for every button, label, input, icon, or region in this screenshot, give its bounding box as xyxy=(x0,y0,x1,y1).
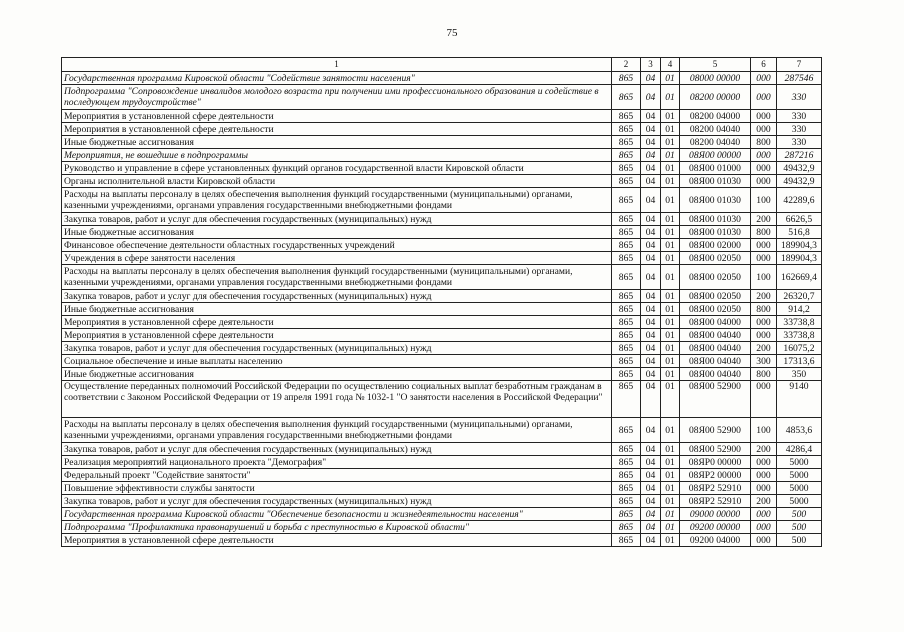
section-cell: 04 xyxy=(641,72,661,85)
table-row xyxy=(62,316,822,329)
section-cell: 04 xyxy=(641,495,661,508)
amount-cell: 189904,3 xyxy=(777,239,822,252)
chapter-code-cell: 865 xyxy=(612,290,641,303)
name-cell: Расходы на выплаты персоналу в целях обеспечения выполнения функций государственными (муниципальными) органами, казенными учреждениями, органами управления государственными внебюджетными фондами xyxy=(62,188,612,213)
subsection-cell: 01 xyxy=(661,213,680,226)
table-row xyxy=(62,188,822,213)
expense-type-cell: 000 xyxy=(751,123,777,136)
subsection-cell: 01 xyxy=(661,149,680,162)
amount-cell: 189904,3 xyxy=(777,252,822,265)
subsection-cell: 01 xyxy=(661,521,680,534)
amount-cell: 350 xyxy=(777,368,822,381)
section-cell: 04 xyxy=(641,226,661,239)
table-row xyxy=(62,495,822,508)
amount-cell: 26320,7 xyxy=(777,290,822,303)
table-row xyxy=(62,303,822,316)
table-row xyxy=(62,175,822,188)
name-cell: Иные бюджетные ассигнования xyxy=(62,303,612,316)
expense-type-cell: 000 xyxy=(751,85,777,110)
amount-cell: 516,8 xyxy=(777,226,822,239)
table-row xyxy=(62,123,822,136)
section-cell: 04 xyxy=(641,188,661,213)
subsection-cell: 01 xyxy=(661,226,680,239)
chapter-code-cell: 865 xyxy=(612,521,641,534)
target-article-cell: 08Я00 04040 xyxy=(680,342,751,355)
target-article-cell: 08000 00000 xyxy=(680,72,751,85)
section-cell: 04 xyxy=(641,482,661,495)
budget-table xyxy=(61,57,822,547)
header-cell: 5 xyxy=(680,58,751,72)
expense-type-cell: 800 xyxy=(751,136,777,149)
chapter-code-cell: 865 xyxy=(612,495,641,508)
name-cell: Реализация мероприятий национального проекта "Демография" xyxy=(62,456,612,469)
name-cell: Закупка товаров, работ и услуг для обеспечения государственных (муниципальных) нужд xyxy=(62,290,612,303)
target-article-cell: 08200 04040 xyxy=(680,136,751,149)
amount-cell: 330 xyxy=(777,136,822,149)
chapter-code-cell: 865 xyxy=(612,355,641,368)
subsection-cell: 01 xyxy=(661,303,680,316)
target-article-cell: 08Я00 52900 xyxy=(680,443,751,456)
chapter-code-cell: 865 xyxy=(612,342,641,355)
amount-cell: 5000 xyxy=(777,482,822,495)
subsection-cell: 01 xyxy=(661,418,680,443)
expense-type-cell: 000 xyxy=(751,521,777,534)
table-row xyxy=(62,456,822,469)
expense-type-cell: 000 xyxy=(751,381,777,418)
name-cell: Расходы на выплаты персоналу в целях обеспечения выполнения функций государственными (муниципальными) органами, казенными учреждениями, органами управления государственными внебюджетными фондами xyxy=(62,418,612,443)
subsection-cell: 01 xyxy=(661,456,680,469)
amount-cell: 4286,4 xyxy=(777,443,822,456)
table-row xyxy=(62,355,822,368)
table-row xyxy=(62,443,822,456)
table-row xyxy=(62,162,822,175)
subsection-cell: 01 xyxy=(661,443,680,456)
amount-cell: 162669,4 xyxy=(777,265,822,290)
subsection-cell: 01 xyxy=(661,290,680,303)
amount-cell: 49432,9 xyxy=(777,162,822,175)
name-cell: Повышение эффективности службы занятости xyxy=(62,482,612,495)
section-cell: 04 xyxy=(641,443,661,456)
section-cell: 04 xyxy=(641,110,661,123)
chapter-code-cell: 865 xyxy=(612,469,641,482)
name-cell: Органы исполнительной власти Кировской области xyxy=(62,175,612,188)
table-row xyxy=(62,239,822,252)
subsection-cell: 01 xyxy=(661,469,680,482)
name-cell: Закупка товаров, работ и услуг для обеспечения государственных (муниципальных) нужд xyxy=(62,495,612,508)
target-article-cell: 08Я00 01030 xyxy=(680,226,751,239)
amount-cell: 500 xyxy=(777,534,822,547)
table-row xyxy=(62,149,822,162)
amount-cell: 5000 xyxy=(777,495,822,508)
name-cell: Учреждения в сфере занятости населения xyxy=(62,252,612,265)
name-cell: Государственная программа Кировской области "Обеспечение безопасности и жизнедеятельности населения" xyxy=(62,508,612,521)
expense-type-cell: 300 xyxy=(751,355,777,368)
amount-cell: 9140 xyxy=(777,381,822,418)
target-article-cell: 08Я00 01000 xyxy=(680,162,751,175)
target-article-cell: 08200 00000 xyxy=(680,85,751,110)
section-cell: 04 xyxy=(641,534,661,547)
table-row xyxy=(62,213,822,226)
target-article-cell: 08Я00 01030 xyxy=(680,213,751,226)
section-cell: 04 xyxy=(641,521,661,534)
table-row xyxy=(62,252,822,265)
subsection-cell: 01 xyxy=(661,136,680,149)
name-cell: Финансовое обеспечение деятельности областных государственных учреждений xyxy=(62,239,612,252)
table-row xyxy=(62,136,822,149)
table-row xyxy=(62,265,822,290)
target-article-cell: 08Я00 00000 xyxy=(680,149,751,162)
expense-type-cell: 800 xyxy=(751,303,777,316)
name-cell: Иные бюджетные ассигнования xyxy=(62,368,612,381)
amount-cell: 17313,6 xyxy=(777,355,822,368)
expense-type-cell: 200 xyxy=(751,213,777,226)
expense-type-cell: 000 xyxy=(751,508,777,521)
section-cell: 04 xyxy=(641,469,661,482)
subsection-cell: 01 xyxy=(661,188,680,213)
chapter-code-cell: 865 xyxy=(612,316,641,329)
expense-type-cell: 000 xyxy=(751,482,777,495)
amount-cell: 287546 xyxy=(777,72,822,85)
subsection-cell: 01 xyxy=(661,368,680,381)
expense-type-cell: 200 xyxy=(751,443,777,456)
section-cell: 04 xyxy=(641,368,661,381)
target-article-cell: 08Я00 01030 xyxy=(680,188,751,213)
section-cell: 04 xyxy=(641,290,661,303)
target-article-cell: 08Я00 02050 xyxy=(680,265,751,290)
chapter-code-cell: 865 xyxy=(612,508,641,521)
header-cell: 1 xyxy=(62,58,612,72)
expense-type-cell: 000 xyxy=(751,534,777,547)
subsection-cell: 01 xyxy=(661,265,680,290)
amount-cell: 914,2 xyxy=(777,303,822,316)
amount-cell: 6626,5 xyxy=(777,213,822,226)
expense-type-cell: 000 xyxy=(751,252,777,265)
target-article-cell: 08Я00 52900 xyxy=(680,418,751,443)
target-article-cell: 09200 04000 xyxy=(680,534,751,547)
expense-type-cell: 100 xyxy=(751,418,777,443)
name-cell: Государственная программа Кировской области "Содействие занятости населения" xyxy=(62,72,612,85)
section-cell: 04 xyxy=(641,123,661,136)
expense-type-cell: 000 xyxy=(751,469,777,482)
chapter-code-cell: 865 xyxy=(612,136,641,149)
amount-cell: 287216 xyxy=(777,149,822,162)
table-row xyxy=(62,72,822,85)
chapter-code-cell: 865 xyxy=(612,226,641,239)
amount-cell: 16075,2 xyxy=(777,342,822,355)
expense-type-cell: 800 xyxy=(751,368,777,381)
chapter-code-cell: 865 xyxy=(612,175,641,188)
section-cell: 04 xyxy=(641,508,661,521)
chapter-code-cell: 865 xyxy=(612,239,641,252)
name-cell: Мероприятия в установленной сфере деятельности xyxy=(62,534,612,547)
subsection-cell: 01 xyxy=(661,342,680,355)
expense-type-cell: 000 xyxy=(751,162,777,175)
target-article-cell: 08Я00 52900 xyxy=(680,381,751,418)
name-cell: Мероприятия в установленной сфере деятельности xyxy=(62,329,612,342)
expense-type-cell: 000 xyxy=(751,329,777,342)
name-cell: Мероприятия в установленной сфере деятельности xyxy=(62,123,612,136)
table-row xyxy=(62,381,822,418)
target-article-cell: 08ЯР2 52910 xyxy=(680,482,751,495)
subsection-cell: 01 xyxy=(661,175,680,188)
section-cell: 04 xyxy=(641,213,661,226)
subsection-cell: 01 xyxy=(661,329,680,342)
section-cell: 04 xyxy=(641,316,661,329)
section-cell: 04 xyxy=(641,175,661,188)
chapter-code-cell: 865 xyxy=(612,534,641,547)
chapter-code-cell: 865 xyxy=(612,303,641,316)
name-cell: Подпрограмма "Сопровождение инвалидов молодого возраста при получении ими профессионального образования и содействие в последующем трудоустройстве" xyxy=(62,85,612,110)
chapter-code-cell: 865 xyxy=(612,265,641,290)
subsection-cell: 01 xyxy=(661,482,680,495)
chapter-code-cell: 865 xyxy=(612,85,641,110)
expense-type-cell: 000 xyxy=(751,316,777,329)
chapter-code-cell: 865 xyxy=(612,368,641,381)
amount-cell: 42289,6 xyxy=(777,188,822,213)
expense-type-cell: 200 xyxy=(751,290,777,303)
amount-cell: 330 xyxy=(777,123,822,136)
table-row xyxy=(62,290,822,303)
expense-type-cell: 000 xyxy=(751,110,777,123)
target-article-cell: 08Я00 01030 xyxy=(680,175,751,188)
subsection-cell: 01 xyxy=(661,316,680,329)
table-row xyxy=(62,469,822,482)
target-article-cell: 08Я00 04000 xyxy=(680,316,751,329)
target-article-cell: 09000 00000 xyxy=(680,508,751,521)
table-row xyxy=(62,110,822,123)
name-cell: Осуществление переданных полномочий Российской Федерации по осуществлению социальных выплат безработным гражданам в соответствии с Законом Российской Федерации от 19 апреля 1991 года № 1032-1 "О занятости населения в Российской Федерации" xyxy=(62,381,612,418)
section-cell: 04 xyxy=(641,162,661,175)
header-cell: 6 xyxy=(751,58,777,72)
expense-type-cell: 100 xyxy=(751,188,777,213)
section-cell: 04 xyxy=(641,329,661,342)
page-number: 75 xyxy=(446,27,458,39)
name-cell: Закупка товаров, работ и услуг для обеспечения государственных (муниципальных) нужд xyxy=(62,443,612,456)
subsection-cell: 01 xyxy=(661,162,680,175)
section-cell: 04 xyxy=(641,418,661,443)
chapter-code-cell: 865 xyxy=(612,72,641,85)
name-cell: Мероприятия в установленной сфере деятельности xyxy=(62,316,612,329)
name-cell: Подпрограмма "Профилактика правонарушений и борьба с преступностью в Кировской области" xyxy=(62,521,612,534)
target-article-cell: 08Я00 02050 xyxy=(680,252,751,265)
subsection-cell: 01 xyxy=(661,252,680,265)
name-cell: Расходы на выплаты персоналу в целях обеспечения выполнения функций государственными (муниципальными) органами, казенными учреждениями, органами управления государственными внебюджетными фондами xyxy=(62,265,612,290)
header-cell: 4 xyxy=(661,58,680,72)
subsection-cell: 01 xyxy=(661,355,680,368)
amount-cell: 49432,9 xyxy=(777,175,822,188)
expense-type-cell: 200 xyxy=(751,342,777,355)
amount-cell: 500 xyxy=(777,521,822,534)
expense-type-cell: 000 xyxy=(751,149,777,162)
target-article-cell: 08ЯР2 52910 xyxy=(680,495,751,508)
chapter-code-cell: 865 xyxy=(612,123,641,136)
chapter-code-cell: 865 xyxy=(612,149,641,162)
table-row xyxy=(62,418,822,443)
amount-cell: 5000 xyxy=(777,469,822,482)
subsection-cell: 01 xyxy=(661,123,680,136)
section-cell: 04 xyxy=(641,355,661,368)
name-cell: Иные бюджетные ассигнования xyxy=(62,136,612,149)
chapter-code-cell: 865 xyxy=(612,110,641,123)
target-article-cell: 09200 00000 xyxy=(680,521,751,534)
table-row xyxy=(62,85,822,110)
chapter-code-cell: 865 xyxy=(612,482,641,495)
table-row xyxy=(62,329,822,342)
table-body xyxy=(62,72,822,547)
expense-type-cell: 000 xyxy=(751,456,777,469)
name-cell: Закупка товаров, работ и услуг для обеспечения государственных (муниципальных) нужд xyxy=(62,213,612,226)
section-cell: 04 xyxy=(641,239,661,252)
chapter-code-cell: 865 xyxy=(612,381,641,418)
chapter-code-cell: 865 xyxy=(612,252,641,265)
name-cell: Мероприятия в установленной сфере деятельности xyxy=(62,110,612,123)
name-cell: Иные бюджетные ассигнования xyxy=(62,226,612,239)
table-row xyxy=(62,521,822,534)
target-article-cell: 08Я00 04040 xyxy=(680,368,751,381)
chapter-code-cell: 865 xyxy=(612,162,641,175)
expense-type-cell: 200 xyxy=(751,495,777,508)
target-article-cell: 08200 04000 xyxy=(680,110,751,123)
table-row xyxy=(62,508,822,521)
header-cell: 7 xyxy=(777,58,822,72)
expense-type-cell: 000 xyxy=(751,72,777,85)
amount-cell: 33738,8 xyxy=(777,316,822,329)
amount-cell: 5000 xyxy=(777,456,822,469)
table-row xyxy=(62,368,822,381)
name-cell: Мероприятия, не вошедшие в подпрограммы xyxy=(62,149,612,162)
expense-type-cell: 800 xyxy=(751,226,777,239)
chapter-code-cell: 865 xyxy=(612,443,641,456)
table-row xyxy=(62,342,822,355)
subsection-cell: 01 xyxy=(661,381,680,418)
section-cell: 04 xyxy=(641,342,661,355)
subsection-cell: 01 xyxy=(661,239,680,252)
amount-cell: 500 xyxy=(777,508,822,521)
subsection-cell: 01 xyxy=(661,85,680,110)
section-cell: 04 xyxy=(641,265,661,290)
section-cell: 04 xyxy=(641,303,661,316)
name-cell: Социальное обеспечение и иные выплаты населению xyxy=(62,355,612,368)
table-row xyxy=(62,534,822,547)
section-cell: 04 xyxy=(641,456,661,469)
section-cell: 04 xyxy=(641,381,661,418)
target-article-cell: 08ЯР0 00000 xyxy=(680,456,751,469)
amount-cell: 330 xyxy=(777,85,822,110)
amount-cell: 4853,6 xyxy=(777,418,822,443)
table-row xyxy=(62,482,822,495)
target-article-cell: 08ЯР2 00000 xyxy=(680,469,751,482)
chapter-code-cell: 865 xyxy=(612,213,641,226)
expense-type-cell: 000 xyxy=(751,239,777,252)
name-cell: Федеральный проект "Содействие занятости" xyxy=(62,469,612,482)
section-cell: 04 xyxy=(641,136,661,149)
target-article-cell: 08Я00 04040 xyxy=(680,355,751,368)
expense-type-cell: 100 xyxy=(751,265,777,290)
chapter-code-cell: 865 xyxy=(612,456,641,469)
chapter-code-cell: 865 xyxy=(612,329,641,342)
header-cell: 3 xyxy=(641,58,661,72)
subsection-cell: 01 xyxy=(661,534,680,547)
target-article-cell: 08Я00 02050 xyxy=(680,290,751,303)
amount-cell: 33738,8 xyxy=(777,329,822,342)
amount-cell: 330 xyxy=(777,110,822,123)
header-cell: 2 xyxy=(612,58,641,72)
target-article-cell: 08Я00 02000 xyxy=(680,239,751,252)
header-row xyxy=(62,58,822,72)
table-row xyxy=(62,226,822,239)
chapter-code-cell: 865 xyxy=(612,188,641,213)
section-cell: 04 xyxy=(641,85,661,110)
subsection-cell: 01 xyxy=(661,110,680,123)
section-cell: 04 xyxy=(641,252,661,265)
target-article-cell: 08200 04040 xyxy=(680,123,751,136)
subsection-cell: 01 xyxy=(661,508,680,521)
subsection-cell: 01 xyxy=(661,72,680,85)
name-cell: Закупка товаров, работ и услуг для обеспечения государственных (муниципальных) нужд xyxy=(62,342,612,355)
section-cell: 04 xyxy=(641,149,661,162)
name-cell: Руководство и управление в сфере установленных функций органов государственной власти Кировской области xyxy=(62,162,612,175)
target-article-cell: 08Я00 02050 xyxy=(680,303,751,316)
target-article-cell: 08Я00 04040 xyxy=(680,329,751,342)
expense-type-cell: 000 xyxy=(751,175,777,188)
chapter-code-cell: 865 xyxy=(612,418,641,443)
subsection-cell: 01 xyxy=(661,495,680,508)
